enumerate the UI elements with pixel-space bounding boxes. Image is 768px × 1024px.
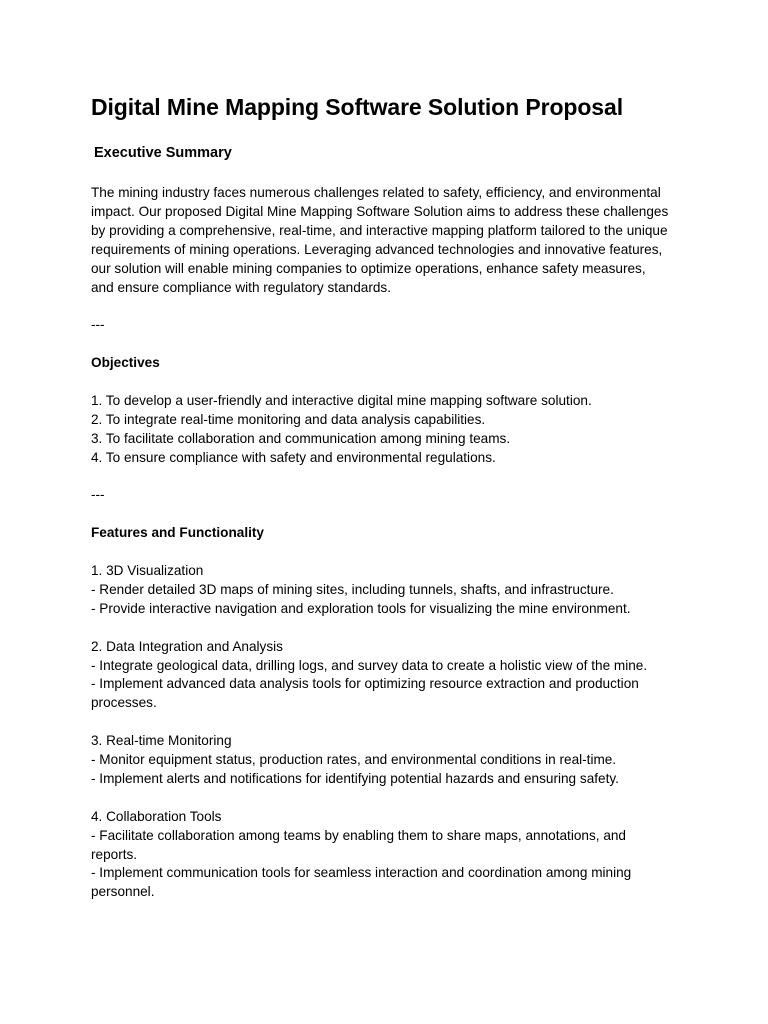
feature-group-data-integration	[91, 638, 688, 714]
feature-line: - Implement advanced data analysis tools for optimizing resource extraction and production	[91, 676, 639, 692]
feature-line: - Monitor equipment status, production rates, and environmental conditions in real-time.	[91, 752, 617, 768]
objectives-heading: Objectives	[91, 355, 160, 371]
executive-summary-heading: Executive Summary	[94, 145, 232, 161]
paragraph-line: and ensure compliance with regulatory standards.	[91, 279, 391, 295]
objectives-list	[91, 392, 688, 468]
feature-line: - Implement alerts and notifications for identifying potential hazards and ensuring safety.	[91, 770, 619, 786]
section-separator: ---	[91, 487, 105, 503]
feature-line: - Facilitate collaboration among teams by enabling them to share maps, annotations, and	[91, 827, 626, 843]
executive-summary-paragraph	[91, 184, 691, 297]
feature-title: 3. Real-time Monitoring	[91, 733, 232, 749]
paragraph-line: by providing a comprehensive, real-time, and interactive mapping platform tailored to the unique	[91, 222, 668, 238]
feature-group-3d-visualization	[91, 562, 688, 619]
feature-line: personnel.	[91, 884, 155, 900]
feature-title: 1. 3D Visualization	[91, 563, 204, 579]
paragraph-line: our solution will enable mining companies to optimize operations, enhance safety measures,	[91, 260, 646, 276]
paragraph-line: impact. Our proposed Digital Mine Mapping Software Solution aims to address these challenges	[91, 203, 669, 219]
document-title: Digital Mine Mapping Software Solution Proposal	[91, 94, 623, 120]
feature-line: reports.	[91, 846, 138, 862]
feature-title: 2. Data Integration and Analysis	[91, 638, 283, 654]
section-separator: ---	[91, 317, 105, 333]
list-item: 2. To integrate real-time monitoring and data analysis capabilities.	[91, 411, 486, 427]
feature-line: - Provide interactive navigation and exploration tools for visualizing the mine environment.	[91, 600, 631, 616]
list-item: 1. To develop a user-friendly and interactive digital mine mapping software solution.	[91, 392, 592, 408]
features-heading: Features and Functionality	[91, 525, 264, 541]
list-item: 4. To ensure compliance with safety and environmental regulations.	[91, 449, 496, 465]
feature-line: processes.	[91, 695, 157, 711]
list-item: 3. To facilitate collaboration and communication among mining teams.	[91, 430, 511, 446]
feature-title: 4. Collaboration Tools	[91, 808, 222, 824]
paragraph-line: The mining industry faces numerous challenges related to safety, efficiency, and environmental	[91, 185, 661, 200]
feature-line: - Implement communication tools for seamless interaction and coordination among mining	[91, 865, 632, 881]
feature-group-real-time-monitoring	[91, 732, 688, 789]
feature-group-collaboration-tools	[91, 808, 688, 903]
feature-line: - Render detailed 3D maps of mining sites, including tunnels, shafts, and infrastructure.	[91, 581, 614, 597]
paragraph-line: requirements of mining operations. Leveraging advanced technologies and innovative features,	[91, 241, 663, 257]
feature-line: - Integrate geological data, drilling logs, and survey data to create a holistic view of the mine.	[91, 657, 648, 673]
